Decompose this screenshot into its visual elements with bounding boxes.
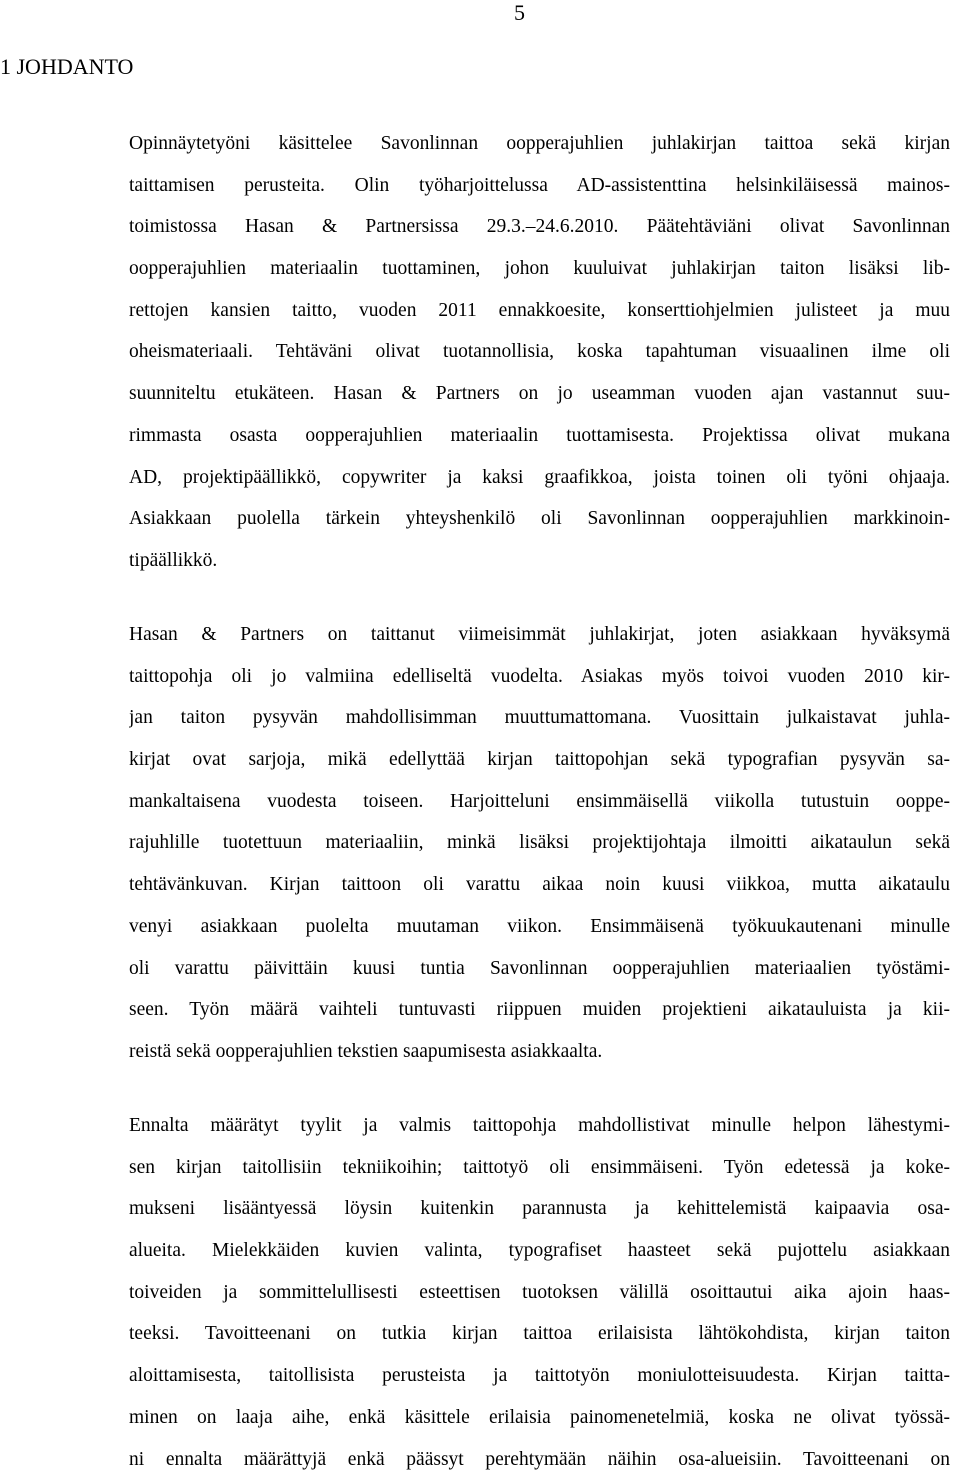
text-line: tehtävänkuvan. Kirjan taittoon oli varattu aikaa noin kuusi viikkoa, mutta aikataulu [129, 864, 950, 906]
text-line: rimmasta osasta oopperajuhlien materiaalin tuottamisesta. Projektissa olivat mukana [129, 415, 950, 457]
text-line: mukseni lisääntyessä löysin kuitenkin parannusta ja kehittelemistä kaipaavia osa- [129, 1188, 950, 1230]
text-line: oli varattu päivittäin kuusi tuntia Savonlinnan oopperajuhlien materiaalien työstämi- [129, 948, 950, 990]
text-line: Ennalta määrätyt tyylit ja valmis taittopohja mahdollistivat minulle helpon lähestymi- [129, 1105, 950, 1147]
text-line: Asiakkaan puolella tärkein yhteyshenkilö oli Savonlinnan oopperajuhlien markkinoin- [129, 498, 950, 540]
paragraph-3 [129, 1105, 950, 1480]
paragraph-1 [129, 123, 950, 582]
text-line: rajuhlille tuotettuun materiaaliin, minkä lisäksi projektijohtaja ilmoitti aikataulun sekä [129, 822, 950, 864]
text-line: seen. Työn määrä vaihteli tuntuvasti riippuen muiden projektieni aikatauluista ja kii- [129, 989, 950, 1031]
text-line: aloittamisesta, taitollisista perusteista ja taittotyön moniulotteisuudesta. Kirjan taitta- [129, 1355, 950, 1397]
text-line: minen on laaja aihe, enkä käsittele erilaisia painomenetelmiä, koska ne olivat työssä- [129, 1397, 950, 1439]
text-line: taittamisen perusteita. Olin työharjoittelussa AD-assistenttina helsinkiläisessä mainos- [129, 165, 950, 207]
text-line: teeksi. Tavoitteenani on tutkia kirjan taittoa erilaisista lähtökohdista, kirjan taiton [129, 1313, 950, 1355]
text-line: rettojen kansien taitto, vuoden 2011 ennakkoesite, konserttiohjelmien julisteet ja muu [129, 290, 950, 332]
text-line: Hasan & Partners on taittanut viimeisimmät juhlakirjat, joten asiakkaan hyväksymä [129, 614, 950, 656]
text-line: AD, projektipäällikkö, copywriter ja kaksi graafikkoa, joista toinen oli työni ohjaaja. [129, 457, 950, 499]
text-line: Opinnäytetyöni käsittelee Savonlinnan oopperajuhlien juhlakirjan taittoa sekä kirjan [129, 123, 950, 165]
text-line: alueita. Mielekkäiden kuvien valinta, typografiset haasteet sekä pujottelu asiakkaan [129, 1230, 950, 1272]
text-line: kirjat ovat sarjoja, mikä edellyttää kirjan taittopohjan sekä typografian pysyvän sa- [129, 739, 950, 781]
text-line: ni ennalta määrättyjä enkä päässyt perehtymään näihin osa-alueisiin. Tavoitteenani on [129, 1439, 950, 1480]
text-line: oheismateriaali. Tehtäväni olivat tuotannollisia, koska tapahtuman visuaalinen ilme oli [129, 331, 950, 373]
text-line: taittopohja oli jo valmiina edelliseltä vuodelta. Asiakas myös toivoi vuoden 2010 kir- [129, 656, 950, 698]
text-line: toiveiden ja sommittelullisesti esteettisen tuotoksen välillä osoittautui aika ajoin haas- [129, 1272, 950, 1314]
text-line: mankaltaisena vuodesta toiseen. Harjoitteluni ensimmäisellä viikolla tutustuin ooppe- [129, 781, 950, 823]
chapter-heading: 1 JOHDANTO [0, 52, 133, 82]
page-number: 5 [514, 0, 525, 26]
text-line: suunniteltu etukäteen. Hasan & Partners on jo useamman vuoden ajan vastannut suu- [129, 373, 950, 415]
text-line: reistä sekä oopperajuhlien tekstien saapumisesta asiakkaalta. [129, 1031, 950, 1073]
text-line: tipäällikkö. [129, 540, 950, 582]
text-line: venyi asiakkaan puolelta muutaman viikon. Ensimmäisenä työkuukautenani minulle [129, 906, 950, 948]
text-line: jan taiton pysyvän mahdollisimman muuttumattomana. Vuosittain julkaistavat juhla- [129, 697, 950, 739]
text-line: toimistossa Hasan & Partnersissa 29.3.–24.6.2010. Päätehtäviäni olivat Savonlinnan [129, 206, 950, 248]
text-line: sen kirjan taitollisiin tekniikoihin; taittotyö oli ensimmäiseni. Työn edetessä ja koke- [129, 1147, 950, 1189]
text-line: oopperajuhlien materiaalin tuottaminen, johon kuuluivat juhlakirjan taiton lisäksi lib- [129, 248, 950, 290]
paragraph-2 [129, 614, 950, 1073]
